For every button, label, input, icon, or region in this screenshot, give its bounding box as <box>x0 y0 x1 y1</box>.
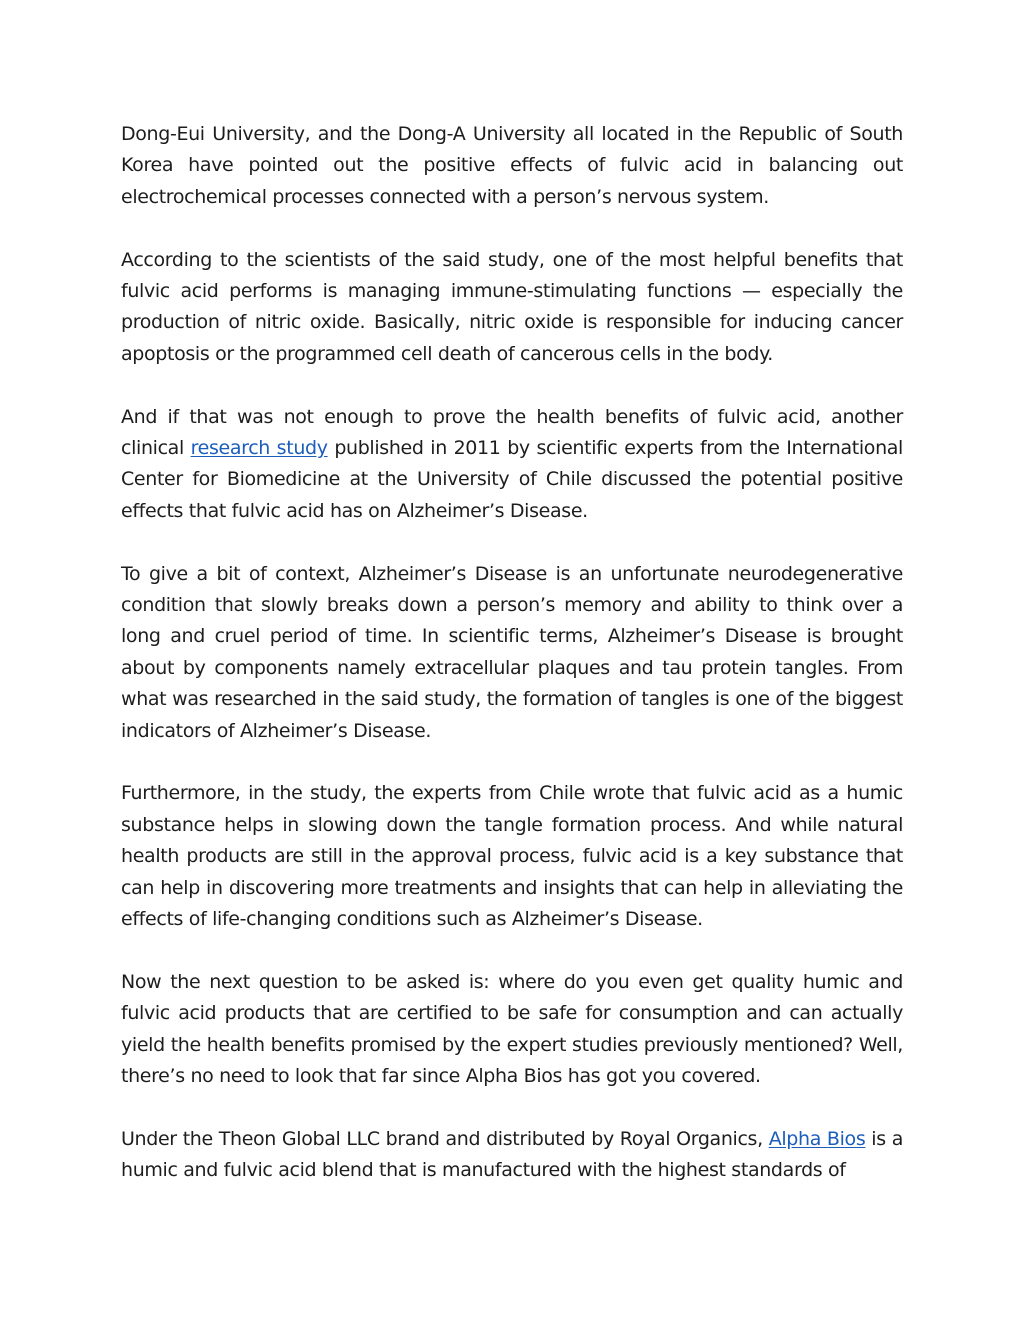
research-study-link[interactable]: research study <box>190 437 328 460</box>
paragraph-text-after-link: is a humic and fulvic acid blend that is manufactured with the highest standards of <box>121 1127 904 1182</box>
paragraph-alzheimers-context: To give a bit of context, Alzheimer’s Disease is an unfortunate neurodegenerative condition that slowly breaks down a person’s memory and ability to think over a long and cruel period of time. In scientific terms, Alzheimer’s Disease is brought about by components namely extracellular plaques and tau protein tangles. From what was researched in the said study, the formation of tangles is one of the biggest indicators of Alzheimer’s Disease. <box>121 562 903 742</box>
paragraph-alpha-bios <box>121 1124 903 1187</box>
paragraph-text-before-link: And if that was not enough to prove the health benefits of fulvic acid, another clinical <box>121 405 903 460</box>
paragraph-research-study <box>121 402 903 528</box>
paragraph-universities: Dong-Eui University, and the Dong-A University all located in the Republic of South Korea have pointed out the positive effects of fulvic acid in balancing out electrochemical processes connected with a person’s nervous system. <box>121 123 903 208</box>
alpha-bios-link[interactable]: Alpha Bios <box>768 1127 866 1150</box>
paragraph-text-before-link: Under the Theon Global LLC brand and distributed by Royal Organics, <box>121 1127 769 1150</box>
paragraph-text-after-link: published in 2011 by scientific experts from the International Center for Biomedicine at the University of Chile discussed the potential positive effects that fulvic acid has on Alzheimer’s Disease. <box>121 437 903 522</box>
document-page <box>121 119 903 1187</box>
paragraph-next-question: Now the next question to be asked is: where do you even get quality humic and fulvic acid products that are certified to be safe for consumption and can actually yield the health benefits promised by the expert studies previously mentioned? Well, there’s no need to look that far since Alpha Bios has got you covered. <box>121 970 903 1088</box>
paragraph-chile-study: Furthermore, in the study, the experts from Chile wrote that fulvic acid as a humic substance helps in slowing down the tangle formation process. And while natural health products are still in the approval process, fulvic acid is a key substance that can help in discovering more treatments and insights that can help in alleviating the effects of life-changing conditions such as Alzheimer’s Disease. <box>121 782 903 931</box>
paragraph-nitric-oxide: According to the scientists of the said study, one of the most helpful benefits that fulvic acid performs is managing immune-stimulating functions — especially the production of nitric oxide. Basically, nitric oxide is responsible for inducing cancer apoptosis or the programmed cell death of cancerous cells in the body. <box>121 248 903 365</box>
